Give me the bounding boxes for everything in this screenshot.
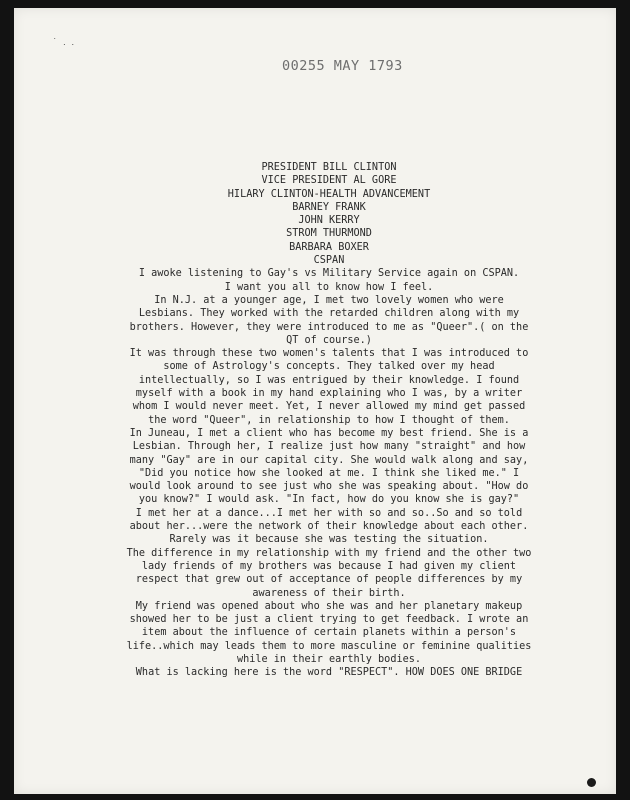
letter-line: My friend was opened about who she was and her planetary makeup	[135, 600, 523, 612]
letter-line: whom I would never meet. Yet, I never allowed my mind get passed	[132, 401, 526, 413]
addressee-line: VICE PRESIDENT AL GORE	[261, 175, 397, 187]
letter-line: about her...were the network of their knowledge about each other.	[129, 521, 529, 533]
letter-line: It was through these two women's talents that I was introduced to	[129, 348, 529, 360]
letter-line: In Juneau, I met a client who has become my best friend. She is a	[129, 427, 529, 439]
addressee-line: CSPAN	[313, 255, 345, 267]
letter-line: QT of course.)	[286, 334, 372, 346]
letter-line: would look around to see just who she was speaking about. "How do	[129, 481, 529, 493]
letter-line: life..which may leads them to more masculine or feminine qualities	[126, 640, 532, 652]
letter-line: showed her to be just a client trying to get feedback. I wrote an	[129, 614, 529, 626]
letter-line: awareness of their birth.	[252, 587, 406, 599]
letter-line: many "Gay" are in our capital city. She would walk along and say,	[129, 454, 529, 466]
letter-line: What is lacking here is the word "RESPECT". HOW DOES ONE BRIDGE	[135, 667, 523, 679]
corner-smudge: ˙ ․ ․	[52, 38, 75, 48]
letter-line: brothers. However, they were introduced to me as "Queer".( on the	[129, 321, 529, 333]
letter-line: "Did you notice how she looked at me. I think she liked me." I	[138, 467, 520, 479]
letter-line: while in their earthly bodies.	[236, 653, 421, 665]
letter-line: lady friends of my brothers was because I had given my client	[141, 560, 517, 572]
letter-line: I met her at a dance...I met her with so and so..So and so told	[135, 507, 523, 519]
paper-sheet	[14, 8, 616, 794]
letter-line: intellectually, so I was entrigued by their knowledge. I found	[138, 374, 520, 386]
letter-line: the word "Queer", in relationship to how I thought of them.	[148, 414, 510, 426]
letter-line: you know?" I would ask. "In fact, how do you know she is gay?"	[138, 494, 520, 506]
addressee-line: PRESIDENT BILL CLINTON	[261, 162, 397, 173]
addressee-line: JOHN KERRY	[298, 215, 360, 227]
letter-line: respect that grew out of acceptance of people differences by my	[135, 574, 523, 586]
archive-stamp: 00255 MAY 1793	[282, 58, 403, 74]
letter-line: Lesbians. They worked with the retarded children along with my	[138, 308, 520, 320]
addressee-line: STROM THURMOND	[286, 228, 372, 240]
letter-line: The difference in my relationship with my friend and the other two	[126, 547, 532, 559]
letter-line: Lesbian. Through her, I realize just how many "straight" and how	[132, 441, 526, 453]
letter-body	[42, 161, 616, 680]
letter-line: In N.J. at a younger age, I met two lovely women who were	[154, 294, 504, 306]
letter-line: I want you all to know how I feel.	[224, 281, 434, 293]
letter-line: Rarely was it because she was testing the situation.	[169, 534, 489, 546]
letter-line: I awoke listening to Gay's vs Military Service again on CSPAN.	[138, 268, 520, 280]
punch-hole	[587, 778, 596, 787]
letter-line: item about the influence of certain planets within a person's	[141, 627, 517, 639]
addressee-line: HILARY CLINTON-HEALTH ADVANCEMENT	[227, 188, 431, 200]
addressee-line: BARNEY FRANK	[292, 201, 366, 213]
letter-line: myself with a book in my hand explaining who I was, by a writer	[135, 388, 523, 400]
letter-line: some of Astrology's concepts. They talked over my head	[163, 361, 495, 373]
addressee-line: BARBARA BOXER	[289, 241, 369, 253]
